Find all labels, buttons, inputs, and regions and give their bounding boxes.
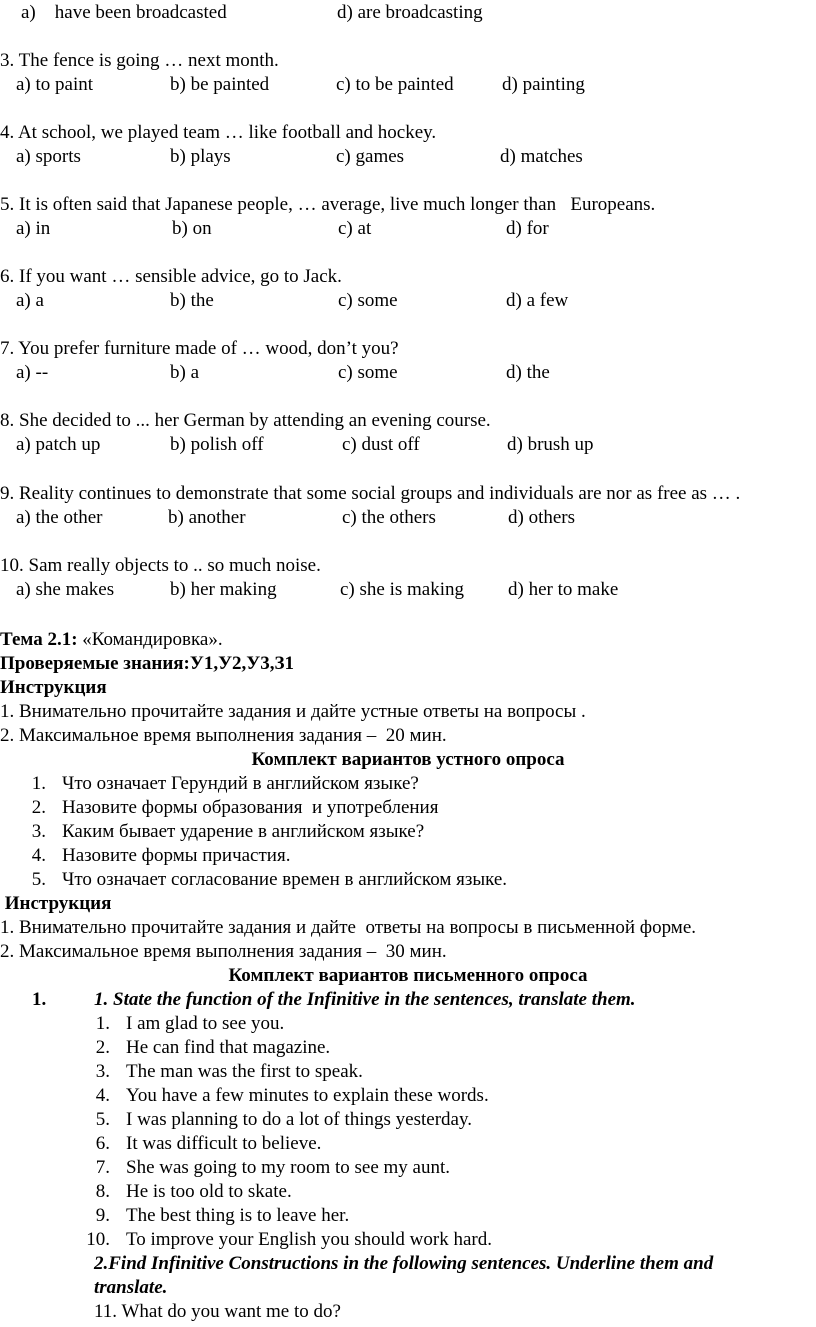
task-2-title-cont: translate.	[94, 1277, 168, 1298]
instruction-line: 1. Внимательно прочитайте задания и дайте устные ответы на вопросы .	[0, 701, 586, 722]
option-d: d) are broadcasting	[337, 2, 483, 23]
option-d: d) her to make	[508, 579, 619, 600]
list-item: Назовите формы причастия.	[62, 845, 291, 866]
option-a: a) sports	[16, 146, 81, 167]
option-a: a) she makes	[16, 579, 115, 600]
topic-heading	[0, 629, 223, 651]
list-item: I was planning to do a lot of things yesterday.	[126, 1109, 472, 1130]
list-number: 4.	[31, 845, 46, 866]
options-row	[0, 290, 816, 312]
option-c: c) games	[336, 146, 405, 167]
option-c: c) some	[338, 362, 398, 383]
list-item: I am glad to see you.	[126, 1013, 285, 1034]
options-row	[0, 2, 816, 24]
options-row	[0, 434, 816, 456]
question-6: 6. If you want … sensible advice, go to Jack.	[0, 266, 342, 287]
option-c: c) to be painted	[336, 74, 454, 95]
list-number: 2.	[31, 797, 46, 818]
option-b: b) her making	[170, 579, 277, 600]
instruction-heading: Инструкция	[0, 677, 107, 698]
list-number: 3.	[95, 1061, 110, 1082]
option-b: b) a	[170, 362, 200, 383]
option-a: a) to paint	[16, 74, 94, 95]
option-a: a) a	[16, 290, 44, 311]
option-b: b) be painted	[170, 74, 270, 95]
option-d: d) a few	[506, 290, 569, 311]
list-number: 4.	[95, 1085, 110, 1106]
list-number: 1.	[31, 773, 46, 794]
option-b: b) on	[172, 218, 212, 239]
question-8: 8. She decided to ... her German by attending an evening course.	[0, 410, 491, 431]
option-a: a) patch up	[16, 434, 101, 455]
options-row	[0, 146, 816, 168]
option-d: d) painting	[502, 74, 585, 95]
list-number: 8.	[95, 1181, 110, 1202]
option-a: a) --	[16, 362, 49, 383]
instruction-heading: Инструкция	[0, 893, 112, 914]
list-item: He is too old to skate.	[126, 1181, 292, 1202]
option-a: a) have been broadcasted	[21, 2, 227, 23]
option-d: d) the	[506, 362, 550, 383]
question-9: 9. Reality continues to demonstrate that some social groups and individuals are nor as free as … .	[0, 483, 741, 504]
list-number: 1.	[95, 1013, 110, 1034]
option-c: c) dust off	[342, 434, 420, 455]
skills-line: Проверяемые знания:У1,У2,У3,З1	[0, 653, 294, 674]
list-item: The best thing is to leave her.	[126, 1205, 350, 1226]
instruction-line: 1. Внимательно прочитайте задания и дайте ответы на вопросы в письменной форме.	[0, 917, 696, 938]
option-a: a) the other	[16, 507, 103, 528]
list-number: 6.	[95, 1133, 110, 1154]
option-d: d) others	[508, 507, 576, 528]
task-2-title: 2.Find Infinitive Constructions in the following sentences. Underline them and	[94, 1253, 714, 1274]
list-number: 5.	[31, 869, 46, 890]
list-item: She was going to my room to see my aunt.	[126, 1157, 451, 1178]
list-item: He can find that magazine.	[126, 1037, 331, 1058]
list-item: Каким бывает ударение в английском языке?	[62, 821, 425, 842]
option-c: c) at	[338, 218, 372, 239]
list-number: 2.	[95, 1037, 110, 1058]
option-c: c) she is making	[340, 579, 465, 600]
option-d: d) for	[506, 218, 549, 239]
option-b: b) polish off	[170, 434, 264, 455]
question-4: 4. At school, we played team … like football and hockey.	[0, 122, 437, 143]
task-1-title: 1. State the function of the Infinitive in the sentences, translate them.	[94, 989, 636, 1010]
question-3: 3. The fence is going … next month.	[0, 50, 279, 71]
instruction-line: 2. Максимальное время выполнения задания – 20 мин.	[0, 725, 447, 746]
option-d: d) brush up	[507, 434, 594, 455]
list-item: Назовите формы образования и употребления	[62, 797, 439, 818]
topic-title: «Командировка».	[77, 629, 223, 650]
list-number: 10.	[86, 1229, 110, 1250]
options-row	[0, 218, 816, 240]
instruction-line: 2. Максимальное время выполнения задания – 30 мин.	[0, 941, 447, 962]
list-item: 11. What do you want me to do?	[94, 1301, 341, 1322]
list-item: Что означает Герундий в английском языке?	[62, 773, 419, 794]
topic-label: Тема 2.1:	[0, 629, 78, 650]
list-number: 5.	[95, 1109, 110, 1130]
task-number: 1.	[32, 989, 47, 1010]
written-set-heading: Комплект вариантов письменного опроса	[228, 965, 588, 986]
option-c: c) the others	[342, 507, 436, 528]
option-d: d) matches	[500, 146, 583, 167]
option-c: c) some	[338, 290, 398, 311]
list-number: 9.	[95, 1205, 110, 1226]
option-b: b) another	[168, 507, 246, 528]
question-7: 7. You prefer furniture made of … wood, don’t you?	[0, 338, 399, 359]
question-5: 5. It is often said that Japanese people, … average, live much longer than Europeans.	[0, 194, 656, 215]
option-b: b) the	[170, 290, 214, 311]
options-row	[0, 507, 816, 529]
list-item: The man was the first to speak.	[126, 1061, 363, 1082]
options-row	[0, 579, 816, 601]
option-b: b) plays	[170, 146, 231, 167]
list-item: To improve your English you should work hard.	[126, 1229, 492, 1250]
oral-set-heading: Комплект вариантов устного опроса	[251, 749, 565, 770]
list-number: 7.	[95, 1157, 110, 1178]
question-10: 10. Sam really objects to .. so much noise.	[0, 555, 321, 576]
list-number: 3.	[31, 821, 46, 842]
list-item: Что означает согласование времен в английском языке.	[62, 869, 508, 890]
list-item: You have a few minutes to explain these words.	[126, 1085, 489, 1106]
list-item: It was difficult to believe.	[126, 1133, 322, 1154]
options-row	[0, 74, 816, 96]
options-row	[0, 362, 816, 384]
option-a: a) in	[16, 218, 51, 239]
